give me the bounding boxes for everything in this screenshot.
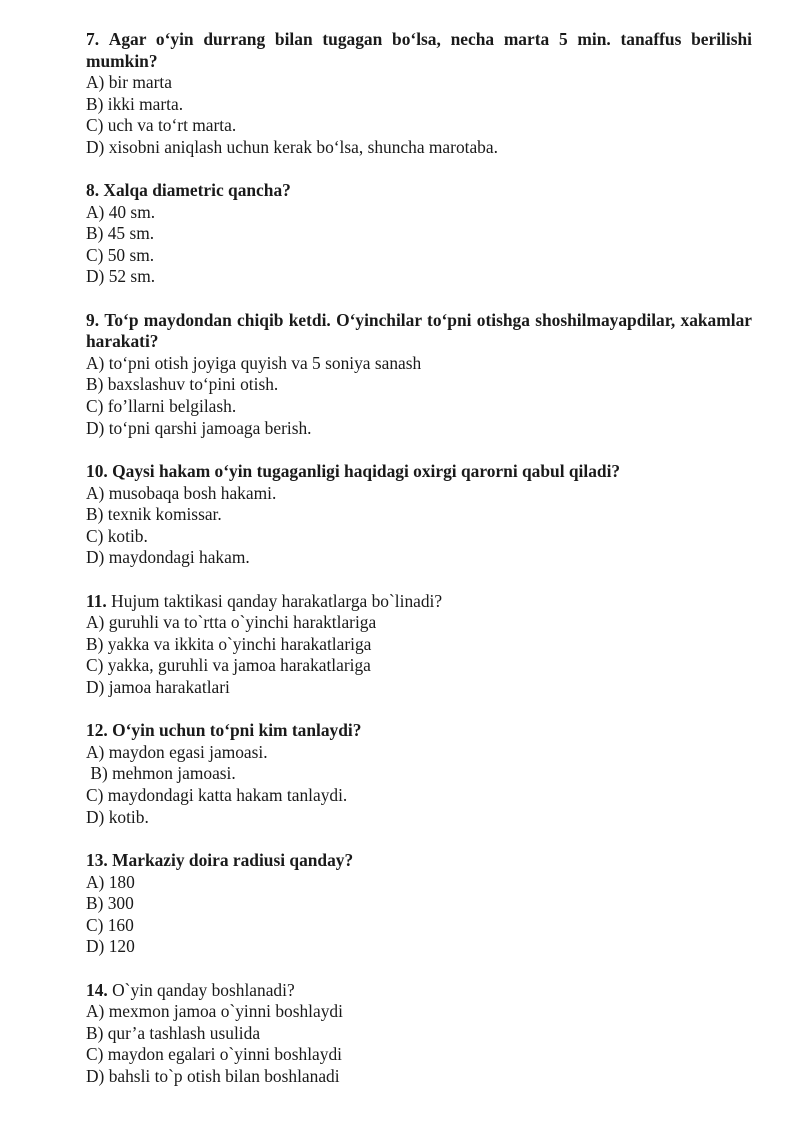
question-number: 14. — [86, 979, 108, 1000]
question-number: 9. — [86, 309, 100, 330]
answer-option: D) xisobni aniqlash uchun kerak bo‘lsa, shuncha marotaba. — [86, 136, 498, 157]
answer-option: A) bir marta — [86, 72, 172, 92]
question-spacer — [86, 439, 752, 461]
question-spacer — [86, 569, 752, 591]
question-number: 8. — [86, 180, 100, 201]
answer-option: A) to‘pni otish joyiga quyish va 5 soniya sanash — [86, 352, 422, 373]
question-13 — [86, 850, 752, 958]
question-text: Qaysi hakam o‘yin tugaganligi haqidagi oxirgi qarorni qabul qiladi? — [112, 461, 621, 482]
question-text: O‘yin uchun to‘pni kim tanlaydi? — [112, 720, 362, 741]
answer-options — [86, 612, 752, 698]
question-7 — [86, 29, 752, 158]
question-number: 13. — [86, 850, 108, 871]
answer-option: D) to‘pni qarshi jamoaga berish. — [86, 417, 312, 438]
answer-option: D) maydondagi hakam. — [86, 547, 250, 568]
question-heading — [86, 461, 752, 483]
question-heading — [86, 720, 752, 742]
answer-options — [86, 202, 752, 288]
answer-option: D) kotib. — [86, 806, 149, 827]
answer-option: B) 45 sm. — [86, 223, 155, 244]
answer-option: C) 50 sm. — [86, 244, 155, 265]
answer-option: B) qur’a tashlash usulida — [86, 1022, 261, 1043]
answer-option: C) maydondagi katta hakam tanlaydi. — [86, 785, 348, 806]
answer-option: A) guruhli va to`rtta o`yinchi haraktlariga — [86, 612, 377, 633]
answer-option: D) 120 — [86, 936, 135, 957]
question-heading — [86, 591, 752, 613]
answer-option: B) ikki marta. — [86, 93, 184, 114]
question-text: Agar o‘yin durrang bilan tugagan bo‘lsa, necha marta 5 min. tanaffus berilishi mumkin? — [86, 29, 752, 71]
question-heading — [86, 980, 752, 1002]
question-number: 12. — [86, 720, 108, 741]
question-14 — [86, 980, 752, 1088]
question-spacer — [86, 158, 752, 180]
answer-options — [86, 483, 752, 569]
answer-option: D) jamoa harakatlari — [86, 676, 230, 697]
question-text: Markaziy doira radiusi qanday? — [112, 850, 354, 871]
answer-options — [86, 1001, 752, 1087]
question-heading — [86, 310, 752, 353]
answer-option: A) 40 sm. — [86, 201, 156, 222]
question-spacer — [86, 699, 752, 721]
question-text: To‘p maydondan chiqib ketdi. O‘yinchilar to‘pni otishga shoshilmayapdilar, xakamlar harakati? — [86, 309, 752, 352]
question-11 — [86, 591, 752, 699]
question-heading — [86, 850, 752, 872]
answer-option: B) mehmon jamoasi. — [86, 763, 236, 784]
answer-option: C) 160 — [86, 914, 134, 935]
answer-option: B) 300 — [86, 893, 134, 914]
answer-option: A) 180 — [86, 871, 135, 892]
answer-option: C) kotib. — [86, 525, 148, 546]
question-10 — [86, 461, 752, 569]
answer-option: B) baxslashuv to‘pini otish. — [86, 374, 279, 395]
question-number: 11. — [86, 590, 107, 611]
question-spacer — [86, 958, 752, 980]
answer-option: C) uch va to‘rt marta. — [86, 115, 237, 136]
answer-option: C) maydon egalari o`yinni boshlaydi — [86, 1044, 342, 1065]
answer-options — [86, 872, 752, 958]
question-heading — [86, 29, 752, 72]
question-number: 7. — [86, 29, 100, 49]
answer-option: B) texnik komissar. — [86, 504, 222, 525]
answer-options — [86, 72, 752, 158]
answer-option: A) musobaqa bosh hakami. — [86, 482, 277, 503]
question-spacer — [86, 828, 752, 850]
question-number: 10. — [86, 461, 108, 482]
question-text: O`yin qanday boshlanadi? — [112, 979, 295, 1000]
question-text: Hujum taktikasi qanday harakatlarga bo`linadi? — [111, 590, 443, 611]
answer-option: A) mexmon jamoa o`yinni boshlaydi — [86, 1001, 343, 1022]
answer-option: B) yakka va ikkita o`yinchi harakatlariga — [86, 633, 372, 654]
answer-option: C) fo’llarni belgilash. — [86, 396, 237, 417]
question-text: Xalqa diametric qancha? — [103, 180, 291, 201]
answer-option: C) yakka, guruhli va jamoa harakatlariga — [86, 655, 371, 676]
question-12 — [86, 720, 752, 828]
question-spacer — [86, 288, 752, 310]
answer-option: D) bahsli to`p otish bilan boshlanadi — [86, 1065, 340, 1086]
answer-option: A) maydon egasi jamoasi. — [86, 741, 268, 762]
question-heading — [86, 180, 752, 202]
answer-options — [86, 353, 752, 439]
answer-option: D) 52 sm. — [86, 266, 156, 287]
answer-options — [86, 742, 752, 828]
question-8 — [86, 180, 752, 288]
question-9 — [86, 310, 752, 439]
